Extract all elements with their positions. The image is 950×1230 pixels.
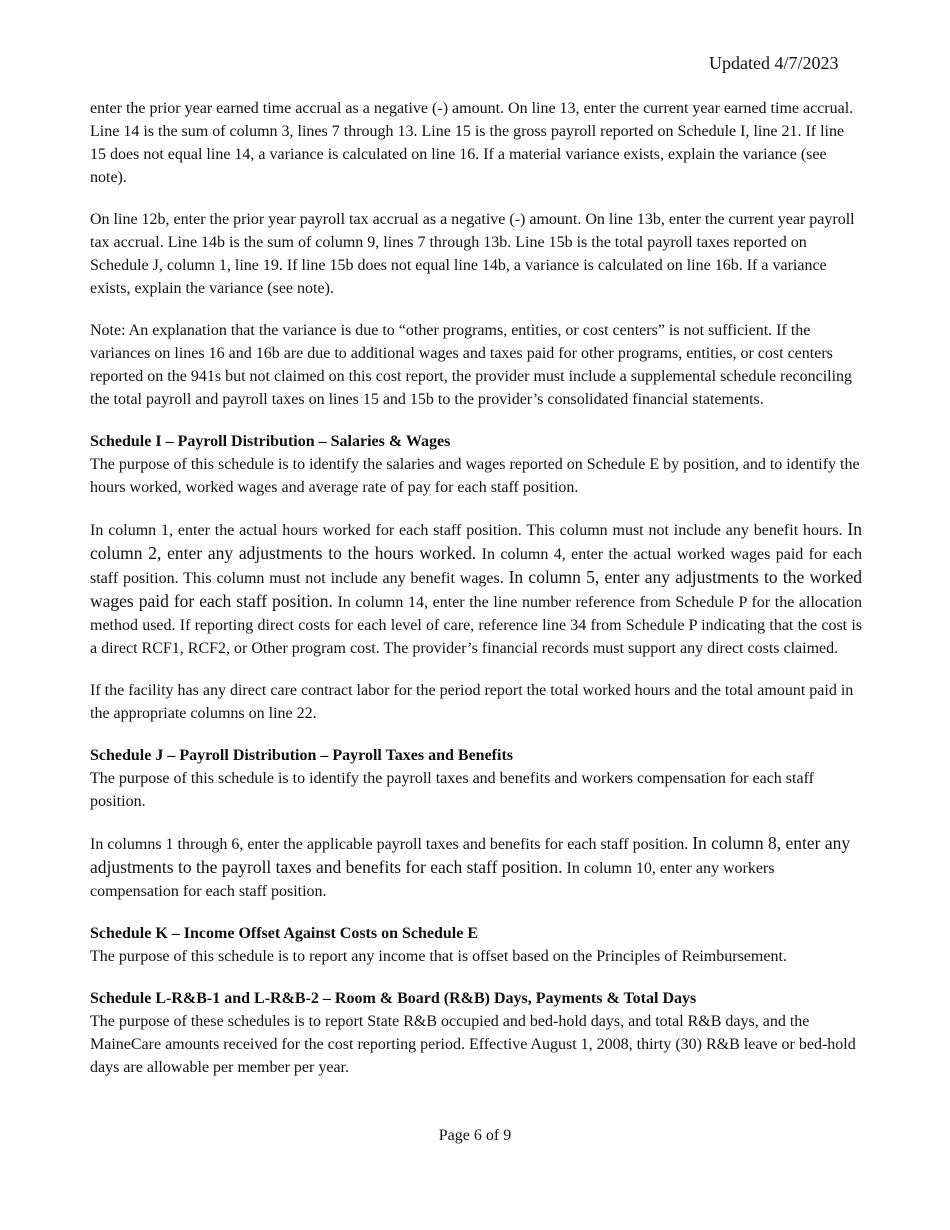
schedule-i-col-2: In column 2, enter any adjustments to the hours worked. (90, 519, 862, 563)
schedule-j-col-8: In column 8, enter any adjustments to the payroll taxes and benefits for each staff position. (90, 833, 851, 877)
schedule-l-heading: Schedule L-R&B-1 and L-R&B-2 – Room & Board (R&B) Days, Payments & Total Days (90, 990, 697, 1007)
document-body (90, 97, 862, 1079)
schedule-j-heading: Schedule J – Payroll Distribution – Payroll Taxes and Benefits (90, 747, 514, 764)
schedule-i-col-5: In column 5, enter any adjustments to the worked wages paid for each staff position. (90, 567, 862, 611)
schedule-j-columns (90, 832, 862, 903)
paragraph-earned-time: enter the prior year earned time accrual as a negative (-) amount. On line 13, enter the current year earned time accrual. Line 14 is the sum of column 3, lines 7 through 13. Line 15 is the gross payroll reported on Schedule I, line 21. If line 15 does not equal line 14, a variance is calculated on line 16. If a material variance exists, explain the variance (see note). (90, 100, 854, 186)
schedule-l-purpose: The purpose of these schedules is to report State R&B occupied and bed-hold days, and total R&B days, and the MaineCare amounts received for the cost reporting period. Effective August 1, 2008, thirty (30) R&B leave or bed-hold days are allowable per member per year. (90, 1013, 856, 1076)
schedule-k-purpose: The purpose of this schedule is to report any income that is offset based on the Principles of Reimbursement. (90, 948, 787, 965)
schedule-i-heading: Schedule I – Payroll Distribution – Salaries & Wages (90, 433, 451, 450)
schedule-i-col-4: In column 4, enter the actual worked wages paid for each staff position. This column must not include any benefit wages. (90, 546, 862, 587)
schedule-i-purpose: The purpose of this schedule is to identify the salaries and wages reported on Schedule E by position, and to identify the hours worked, worked wages and average rate of pay for each staff position. (90, 456, 860, 496)
schedule-i-col-1: In column 1, enter the actual hours worked for each staff position. This column must not include any benefit hours. (90, 522, 848, 539)
schedule-j-purpose: The purpose of this schedule is to identify the payroll taxes and benefits and workers compensation for each staff position. (90, 770, 814, 810)
schedule-i-col-14: In column 14, enter the line number reference from Schedule P for the allocation method used. If reporting direct costs for each level of care, reference line 34 from Schedule P indicating that the cost is a direct RCF1, RCF2, or Other program cost. The provider’s financial records must support any direct costs claimed. (90, 594, 862, 657)
page-number: Page 6 of 9 (438, 1127, 512, 1144)
schedule-i-contract-labor: If the facility has any direct care contract labor for the period report the total worked hours and the total amount paid in the appropriate columns on line 22. (90, 682, 854, 722)
schedule-k-heading: Schedule K – Income Offset Against Costs on Schedule E (90, 925, 479, 942)
paragraph-payroll-tax: On line 12b, enter the prior year payroll tax accrual as a negative (-) amount. On line 13b, enter the current year payroll tax accrual. Line 14b is the sum of column 9, lines 7 through 13b. Line 15b is the total payroll taxes reported on Schedule J, column 1, line 19. If line 15b does not equal line 14b, a variance is calculated on line 16b. If a variance exists, explain the variance (see note). (90, 211, 855, 297)
updated-date: Updated 4/7/2023 (709, 53, 839, 73)
schedule-j-col-10: In column 10, enter any workers compensation for each staff position. (90, 860, 775, 900)
paragraph-note: Note: An explanation that the variance is due to “other programs, entities, or cost centers” is not sufficient. If the variances on lines 16 and 16b are due to additional wages and taxes paid for other programs, entities, or cost centers reported on the 941s but not claimed on this cost report, the provider must include a supplemental schedule reconciling the total payroll and payroll taxes on lines 15 and 15b to the provider’s consolidated financial statements. (90, 322, 853, 408)
schedule-i-columns (90, 518, 862, 660)
schedule-j-col-1-6: In columns 1 through 6, enter the applicable payroll taxes and benefits for each staff position. (90, 836, 693, 853)
